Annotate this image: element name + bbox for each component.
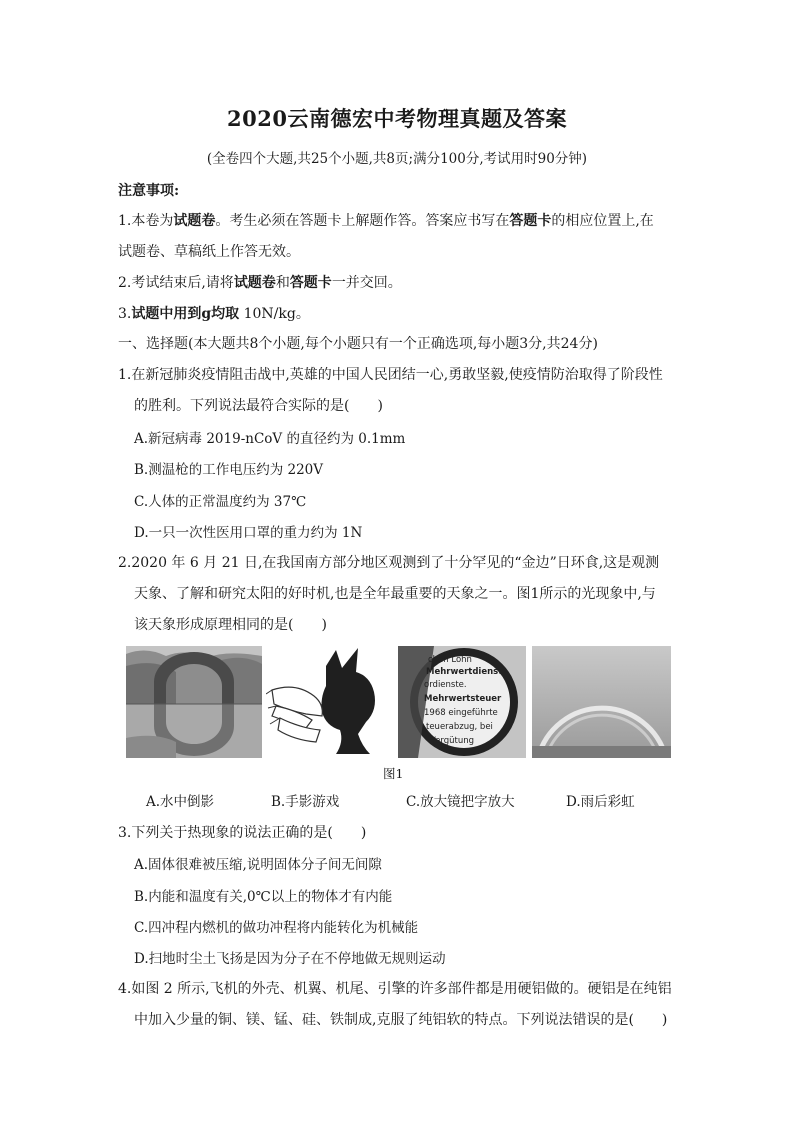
q1-option-b: B.测温枪的工作电压约为 220V (134, 462, 324, 478)
q3-option-b: B.内能和温度有关,0℃以上的物体才有内能 (134, 889, 393, 905)
figure-1 (126, 646, 671, 758)
note-1-cont: 试题卷、草稿纸上作答无效。 (118, 244, 300, 260)
q3-option-c: C.四冲程内燃机的做功冲程将内能转化为机械能 (134, 920, 419, 936)
svg-text:1968 eingeführte: 1968 eingeführte (424, 708, 498, 718)
q2-option-d: D.雨后彩虹 (566, 794, 635, 810)
q3-option-a: A.固体很难被压缩,说明固体分子间无间隙 (134, 857, 382, 873)
q2-stem-cont: 天象、了解和研究太阳的好时机,也是全年最重要的天象之一。图1所示的光现象中,与 (134, 586, 656, 602)
q2-option-c: C.放大镜把字放大 (406, 794, 515, 810)
svg-text:ordienste.: ordienste. (424, 680, 467, 690)
q2-option-a: A.水中倒影 (146, 794, 215, 810)
svg-text:Mehrwertsteuer: Mehrwertsteuer (424, 694, 502, 704)
q2-stem-cont-2: 该天象形成原理相同的是( ) (134, 617, 327, 633)
section-heading: 一、选择题(本大题共8个小题,每个小题只有一个正确选项,每小题3分,共24分) (118, 336, 598, 352)
q1-stem-cont: 的胜利。下列说法最符合实际的是( ) (134, 398, 383, 414)
q1-option-a: A.新冠病毒 2019-nCoV 的直径约为 0.1mm (134, 431, 406, 447)
svg-text:Mehrwertdienst: Mehrwertdienst (426, 667, 503, 677)
page-title: 2020云南德宏中考物理真题及答案 (227, 106, 567, 131)
q1-stem: 1.在新冠肺炎疫情阻击战中,英雄的中国人民团结一心,勇敢坚毅,使疫情防治取得了阶段性 (118, 367, 663, 383)
q4-stem-cont: 中加入少量的铜、镁、锰、硅、铁制成,克服了纯铝软的特点。下列说法错误的是( ) (134, 1012, 668, 1028)
bridge-reflection-image (126, 646, 262, 758)
hand-shadow-image (266, 646, 398, 758)
q4-stem: 4.如图 2 所示,飞机的外壳、机翼、机尾、引擎的许多部件都是用硬铝做的。硬铝是在纯铝 (118, 981, 672, 997)
q1-option-c: C.人体的正常温度约为 37℃ (134, 494, 307, 510)
svg-text:teuerabzug, bei: teuerabzug, bei (426, 722, 493, 732)
note-2: 2.考试结束后,请将试题卷和答题卡一并交回。 (118, 275, 402, 291)
figure-option-labels (0, 790, 794, 810)
q2-option-b: B.手影游戏 (271, 794, 340, 810)
q3-option-d: D.扫地时尘土飞扬是因为分子在不停地做无规则运动 (134, 951, 446, 967)
q2-stem: 2.2020 年 6 月 21 日,在我国南方部分地区观测到了十分罕见的“金边”日环食,这是观测 (118, 555, 660, 571)
exam-info: (全卷四个大题,共25个小题,共8页;满分100分,考试用时90分钟) (206, 151, 588, 167)
svg-text:chen Lohn: chen Lohn (428, 655, 472, 665)
magnifier-image (398, 646, 526, 758)
figure-caption: 图1 (383, 766, 404, 781)
q3-stem: 3.下列关于热现象的说法正确的是( ) (118, 825, 367, 841)
note-3: 3.试题中用到g均取 10N/kg。 (118, 306, 310, 322)
rainbow-image (532, 646, 671, 758)
q1-option-d: D.一只一次性医用口罩的重力约为 1N (134, 525, 363, 541)
svg-text:Vergütung: Vergütung (430, 736, 475, 746)
notes-heading: 注意事项: (118, 183, 180, 199)
note-1: 1.本卷为试题卷。考生必须在答题卡上解题作答。答案应书写在答题卡的相应位置上,在 (118, 213, 654, 229)
